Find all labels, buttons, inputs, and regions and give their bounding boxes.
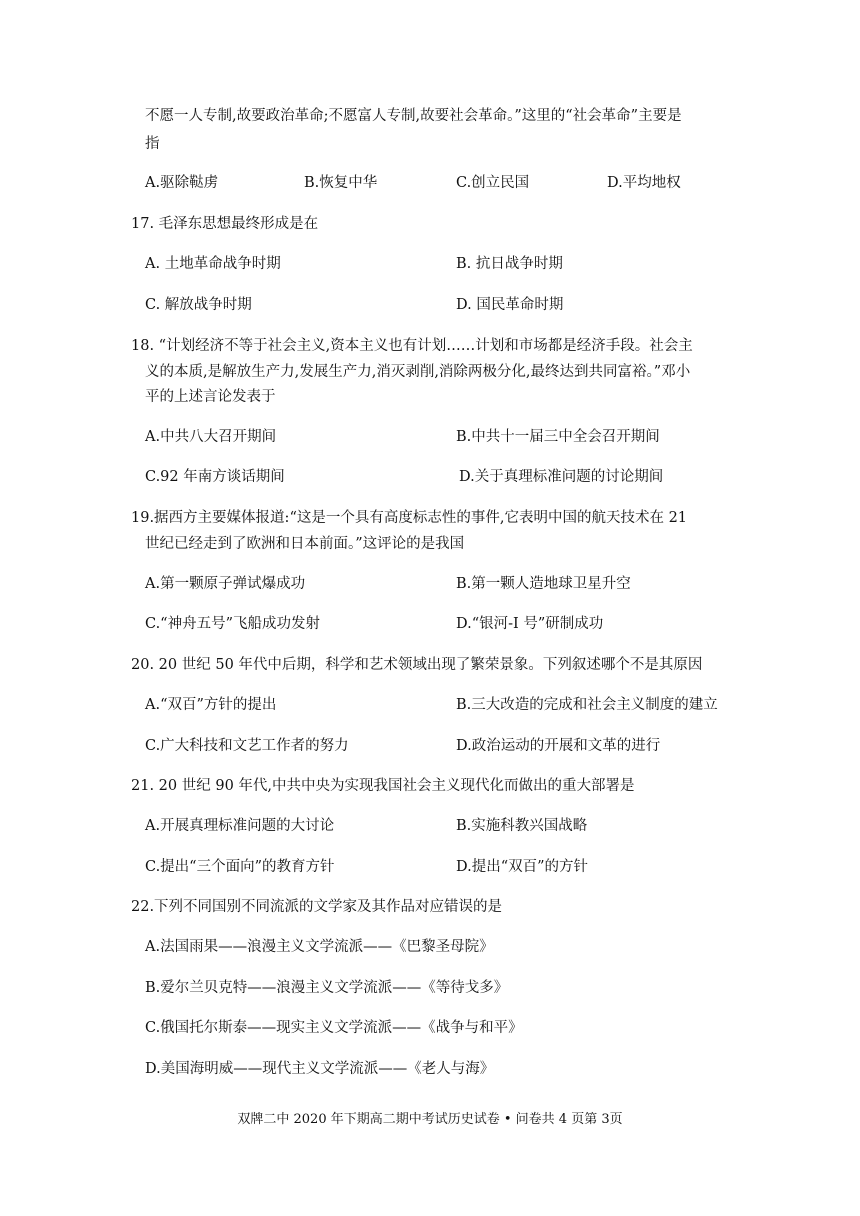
q16-option-d: D.平均地权: [607, 175, 681, 191]
q18-option-c: C.92 年南方谈话期间: [145, 469, 285, 485]
q22-option-d: D.美国海明威——现代主义文学流派——《老人与海》: [145, 1061, 495, 1077]
q19-stem-line1: 19.据西方主要媒体报道:“这是一个具有高度标志性的事件,它表明中国的航天技术在 21: [131, 510, 688, 526]
q18-stem-line1: 18. “计划经济不等于社会主义,资本主义也有计划……计划和市场都是经济手段。社会主: [131, 338, 693, 354]
q19-stem-line2: 世纪已经走到了欧洲和日本前面。”这评论的是我国: [145, 536, 465, 552]
q21-option-b: B.实施科教兴国战略: [456, 818, 588, 834]
q18-option-a: A.中共八大召开期间: [145, 429, 277, 445]
q17-option-a: A. 土地革命战争时期: [145, 256, 281, 272]
q19-option-c: C.“神舟五号”飞船成功发射: [145, 616, 321, 632]
q16-option-c: C.创立民国: [456, 175, 530, 191]
q21-stem: 21. 20 世纪 90 年代,中共中央为实现我国社会主义现代化而做出的重大部署是: [131, 778, 635, 794]
q16-option-a: A.驱除鞑虏: [145, 175, 219, 191]
q19-option-a: A.第一颗原子弹试爆成功: [145, 576, 306, 592]
q22-option-a: A.法国雨果——浪漫主义文学流派——《巴黎圣母院》: [145, 939, 494, 955]
q17-option-c: C. 解放战争时期: [145, 297, 252, 313]
q22-option-b: B.爱尔兰贝克特——浪漫主义文学流派——《等待戈多》: [145, 980, 509, 996]
q21-option-a: A.开展真理标准问题的大讨论: [145, 818, 335, 834]
q18-stem-line2: 义的本质,是解放生产力,发展生产力,消灭剥削,消除两极分化,最终达到共同富裕。”邓小: [145, 364, 691, 380]
q17-option-d: D. 国民革命时期: [456, 297, 564, 313]
q17-option-b: B. 抗日战争时期: [456, 256, 563, 272]
q18-option-d: D.关于真理标准问题的讨论期间: [459, 469, 664, 485]
q16-stem-line1: 不愿一人专制,故要政治革命;不愿富人专制,故要社会革命。”这里的“社会革命”主要是: [145, 108, 682, 124]
q18-option-b: B.中共十一届三中全会召开期间: [456, 429, 660, 445]
q21-option-d: D.提出“双百”的方针: [456, 859, 589, 875]
q20-option-d: D.政治运动的开展和文革的进行: [456, 738, 661, 754]
q20-stem: 20. 20 世纪 50 年代中后期，科学和艺术领域出现了繁荣景象。下列叙述哪个不是其原因: [131, 657, 703, 673]
q21-option-c: C.提出“三个面向”的教育方针: [145, 859, 335, 875]
q18-stem-line3: 平的上述言论发表于: [145, 389, 276, 405]
q19-option-b: B.第一颗人造地球卫星升空: [456, 576, 631, 592]
q22-stem: 22.下列不同国别不同流派的文学家及其作品对应错误的是: [131, 899, 503, 915]
q20-option-a: A.“双百”方针的提出: [145, 697, 277, 713]
q16-stem-line2: 指: [145, 136, 160, 152]
q20-option-c: C.广大科技和文艺工作者的努力: [145, 738, 349, 754]
q20-option-b: B.三大改造的完成和社会主义制度的建立: [456, 697, 718, 713]
q22-option-c: C.俄国托尔斯泰——现实主义文学流派——《战争与和平》: [145, 1020, 523, 1036]
q17-stem: 17. 毛泽东思想最终形成是在: [131, 216, 319, 232]
q19-option-d: D.“银河-I 号”研制成功: [456, 616, 604, 632]
page-footer: 双牌二中 2020 年下期高二期中考试历史试卷 • 问卷共 4 页第 3页: [237, 1112, 623, 1127]
q16-option-b: B.恢复中华: [304, 175, 378, 191]
